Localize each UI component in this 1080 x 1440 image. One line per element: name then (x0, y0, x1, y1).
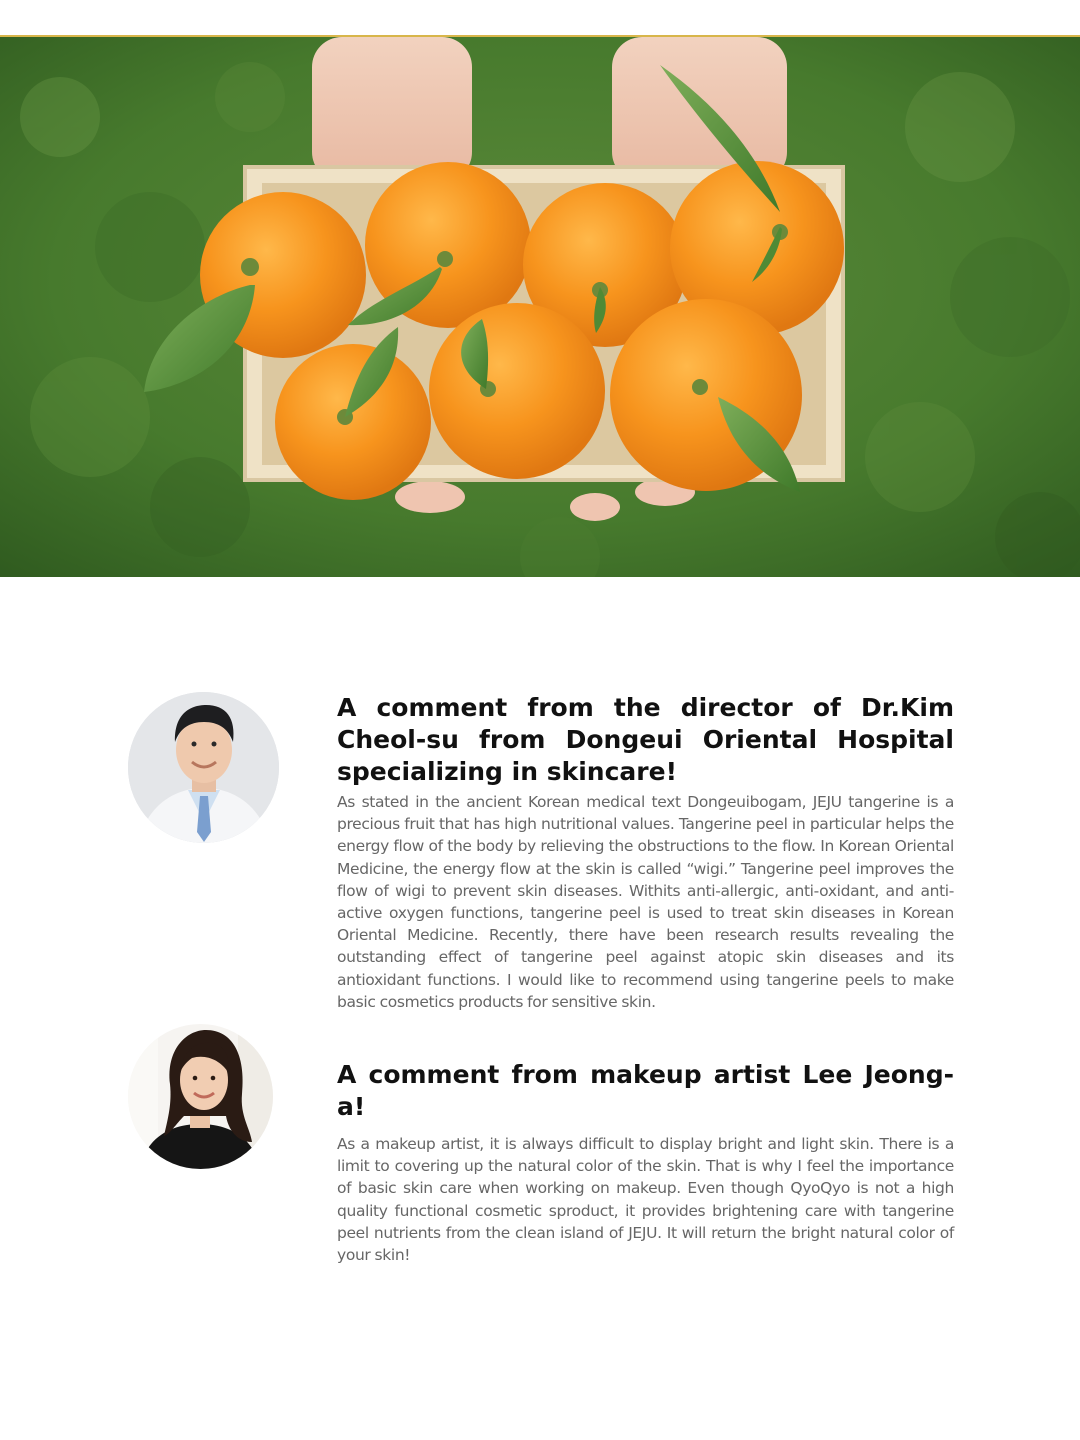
comment-heading: A comment from makeup artist Lee Jeong-a! (337, 1060, 954, 1121)
avatar-director-photo (128, 692, 279, 843)
avatar-makeup-artist-photo (128, 1024, 273, 1169)
comment-body: As stated in the ancient Korean medical text Dongeuibogam, JEJU tangerine is a precious fruit that has high nutritional values. Tangerine peel in particular helps the energy flow of the body by relieving the obstructions to the flow. In Korean Oriental Medicine, the energy flow at the skin is called “wigi.” Tangerine peel improves the flow of wigi to prevent skin diseases. Withits anti-allergic, anti-oxidant, and anti-active oxygen functions, tangerine peel is used to treat skin diseases in Korean Oriental Medicine. Recently, there have been research results revealing the outstanding effect of tangerine peel against atopic skin diseases and its antioxidant functions. I would like to recommend using tangerine peels to make basic cosmetics products for sensitive skin. (337, 793, 954, 1011)
comment-heading: A comment from the director of Dr.Kim Cheol-su from Dongeui Oriental Hospital specializing in skincare! (337, 693, 954, 786)
hero-tangerine-photo (0, 37, 1080, 577)
comment-body: As a makeup artist, it is always difficult to display bright and light skin. There is a limit to covering up the natural color of the skin. That is why I feel the importance of basic skin care when working on makeup. Even though QyoQyo is not a high quality functional cosmetic sproduct, it provides brightening care with tangerine peel nutrients from the clean island of JEJU. It will return the bright natural color of your skin! (337, 1135, 954, 1265)
